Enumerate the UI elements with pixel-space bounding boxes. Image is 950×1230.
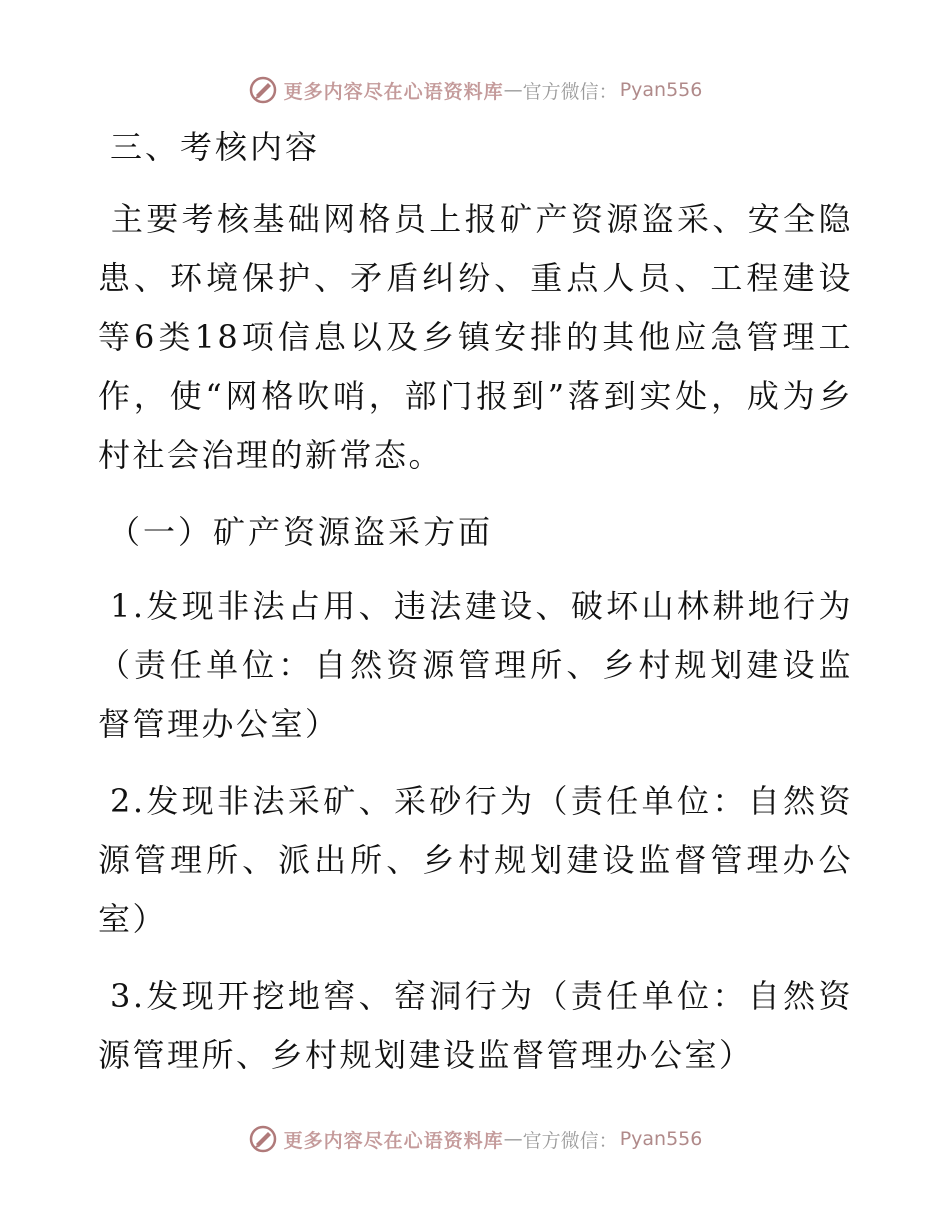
wechat-id: Pyan556 [619, 1128, 703, 1150]
list-item [98, 577, 853, 754]
intro-paragraph [98, 190, 853, 485]
document-body [98, 118, 853, 1085]
item-text: 2.发现非法采矿、采砂行为（责任单位：自然资源管理所、派出所、乡村规划建设监督管理办公室） [98, 782, 853, 938]
list-item [98, 772, 853, 949]
intro-text: 主要考核基础网格员上报矿产资源盗采、安全隐患、环境保护、矛盾纠纷、重点人员、工程建设等6类18项信息以及乡镇安排的其他应急管理工作，使“网格吹哨，部门报到”落到实处，成为乡村社会治理的新常态。 [98, 200, 853, 474]
header-banner [0, 72, 950, 108]
banner-separator: — [503, 79, 523, 101]
subsection-heading: （一）矿产资源盗采方面 [108, 513, 494, 551]
wechat-id: Pyan556 [619, 79, 703, 101]
logo-icon [248, 1124, 278, 1154]
list-item [98, 967, 853, 1085]
footer-banner [0, 1121, 950, 1157]
logo-icon [248, 75, 278, 105]
wechat-label: 官方微信： [522, 80, 618, 103]
item-text: 3.发现开挖地窖、窑洞行为（责任单位：自然资源管理所、乡村规划建设监督管理办公室） [98, 977, 853, 1074]
banner-text: 更多内容尽在心语资料库 [283, 80, 504, 103]
banner-separator: — [503, 1128, 523, 1150]
wechat-label: 官方微信： [522, 1129, 618, 1152]
item-text: 1.发现非法占用、违法建设、破坏山林耕地行为（责任单位：自然资源管理所、乡村规划建设监督管理办公室） [98, 587, 853, 743]
banner-text: 更多内容尽在心语资料库 [283, 1129, 504, 1152]
section-heading: 三、考核内容 [110, 128, 321, 166]
